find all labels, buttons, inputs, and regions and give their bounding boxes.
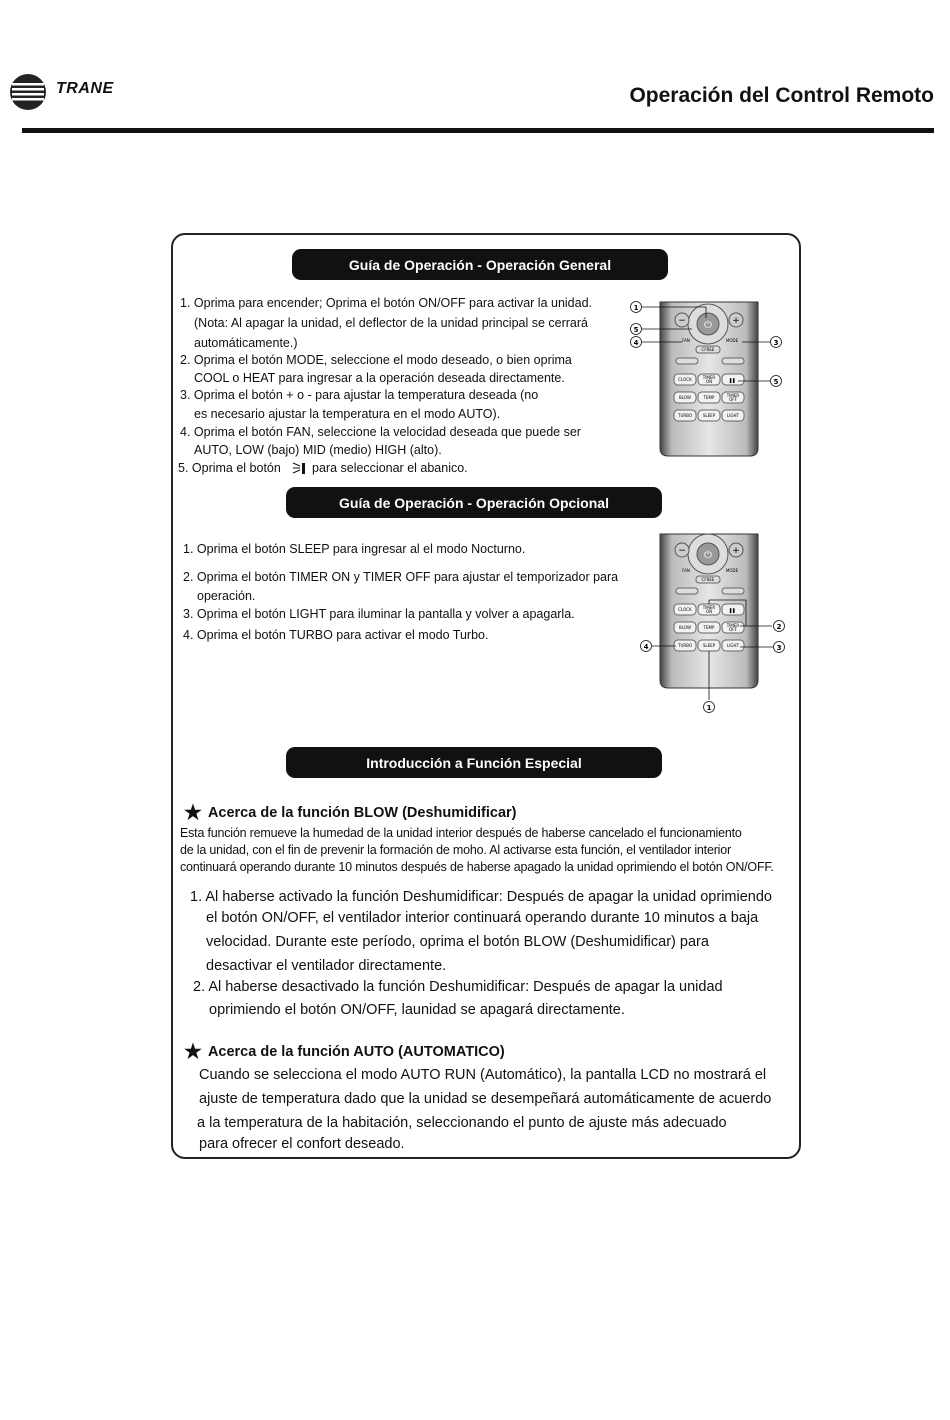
auto-line: Cuando se selecciona el modo AUTO RUN (Automático), la pantalla LCD no mostrará el [199,1067,767,1083]
general-line: (Nota: Al apagar la unidad, el deflector de la unidad principal se cerrará [194,316,588,330]
special-heading: Introducción a Función Especial [286,747,662,778]
general-line: 1. Oprima para encender; Oprima el botón ON/OFF para activar la unidad. [180,296,592,310]
blow-item-line: velocidad. Durante este período, oprima el botón BLOW (Deshumidificar) para [206,934,709,950]
svg-text:ON: ON [705,609,713,614]
svg-text:⏻: ⏻ [704,550,712,561]
svg-text:2: 2 [776,623,782,631]
svg-text:TIMER: TIMER [726,623,740,628]
svg-text:▌▌: ▌▌ [729,608,737,613]
svg-text:MODE: MODE [725,338,739,343]
svg-text:CFREE: CFREE [701,577,715,582]
svg-text:−: − [678,316,686,326]
general-line: 5. Oprima el botón [178,461,281,475]
svg-text:−: − [678,546,686,556]
general-line: es necesario ajustar la temperatura en el modo AUTO). [194,407,501,421]
blow-section-title: ★ Acerca de la función BLOW (Deshumidificar) [184,802,517,824]
auto-line: para ofrecer el confort deseado. [199,1136,405,1152]
svg-text:+: + [732,316,740,326]
blow-intro-line: de la unidad, con el fin de prevenir la formación de moho. Al activarse esta función, el ventilador interior [180,843,731,857]
svg-text:TIMER: TIMER [702,605,716,610]
svg-text:SLEEP: SLEEP [702,643,716,648]
star-icon: ★ [184,802,202,824]
svg-text:+: + [732,546,740,556]
svg-text:SLEEP: SLEEP [702,413,716,418]
blow-item-line: el botón ON/OFF, el ventilador interior continuará operando durante 10 minutos a baja [206,910,759,926]
optional-line: 4. Oprima el botón TURBO para activar el modo Turbo. [183,628,489,642]
svg-text:4: 4 [633,339,639,347]
svg-text:1: 1 [633,304,639,312]
optional-line: 2. Oprima el botón TIMER ON y TIMER OFF para ajustar el temporizador para [183,570,619,584]
svg-text:LIGHT: LIGHT [727,413,739,418]
header-divider [22,128,934,133]
optional-line: 3. Oprima el botón LIGHT para iluminar la pantalla y volver a apagarla. [183,607,575,621]
svg-text:OFF: OFF [729,627,737,632]
optional-line: operación. [197,589,256,603]
svg-text:OFF: OFF [729,397,737,402]
svg-text:LIGHT: LIGHT [727,643,739,648]
blow-item-line: 2. Al haberse desactivado la función Deshumidificar: Después de apagar la unidad [193,979,723,995]
auto-section-title: ★ Acerca de la función AUTO (AUTOMATICO) [184,1041,505,1063]
general-heading: Guía de Operación - Operación General [292,249,668,280]
remote-control-optional-illustration [636,530,796,718]
svg-text:▌▌: ▌▌ [729,378,737,383]
general-line: 3. Oprima el botón + o - para ajustar la temperatura deseada (no [180,388,539,402]
svg-text:5: 5 [633,326,639,334]
auto-line: a la temperatura de la habitación, seleccionando el punto de ajuste más adecuado [197,1115,727,1131]
blow-intro-line: continuará operando durante 10 minutos después de haberse apagado la unidad oprimiendo el botón ON/OFF. [180,860,774,874]
blow-item-line: oprimiendo el botón ON/OFF, launidad se apagará directamente. [209,1002,625,1018]
general-line: para seleccionar el abanico. [312,461,468,475]
star-icon: ★ [184,1041,202,1063]
svg-text:FAN: FAN [682,568,690,573]
page-title: Operación del Control Remoto [629,84,934,107]
svg-text:⏻: ⏻ [704,320,712,331]
brand-name: TRANE [56,80,114,97]
svg-text:MODE: MODE [725,568,739,573]
remote-control-general-illustration [626,298,786,458]
svg-text:3: 3 [773,339,779,347]
svg-text:TURBO: TURBO [678,643,692,648]
svg-text:TEMP: TEMP [703,625,715,630]
svg-text:1: 1 [706,704,712,712]
svg-text:3: 3 [776,644,782,652]
general-line: automáticamente.) [194,336,298,350]
general-line: 2. Oprima el botón MODE, seleccione el modo deseado, o bien oprima [180,353,572,367]
svg-text:4: 4 [643,643,649,651]
optional-heading: Guía de Operación - Operación Opcional [286,487,662,518]
svg-text:CLOCK: CLOCK [678,607,692,612]
svg-text:FAN: FAN [682,338,690,343]
optional-line: 1. Oprima el botón SLEEP para ingresar al el modo Nocturno. [183,542,526,556]
svg-text:5: 5 [773,378,779,386]
blow-item-line: desactivar el ventilador directamente. [206,958,447,974]
general-line: COOL o HEAT para ingresar a la operación deseada directamente. [194,371,565,385]
swing-icon [291,460,307,476]
svg-text:TIMER: TIMER [702,375,716,380]
svg-text:BLOW: BLOW [679,625,691,630]
auto-line: ajuste de temperatura dado que la unidad se desempeñará automáticamente de acuerdo [199,1091,772,1107]
general-line: 4. Oprima el botón FAN, seleccione la velocidad deseada que puede ser [180,425,581,439]
svg-text:TEMP: TEMP [703,395,715,400]
svg-text:BLOW: BLOW [679,395,691,400]
general-line: AUTO, LOW (bajo) MID (medio) HIGH (alto). [194,443,442,457]
svg-text:TIMER: TIMER [726,393,740,398]
svg-text:CFREE: CFREE [701,347,715,352]
svg-text:CLOCK: CLOCK [678,377,692,382]
blow-item-line: 1. Al haberse activado la función Deshumidificar: Después de apagar la unidad oprimiendo [190,889,772,905]
svg-text:ON: ON [705,379,713,384]
blow-intro-line: Esta función remueve la humedad de la unidad interior después de haberse cancelado el funcionamiento [180,826,742,840]
svg-text:TURBO: TURBO [678,413,692,418]
